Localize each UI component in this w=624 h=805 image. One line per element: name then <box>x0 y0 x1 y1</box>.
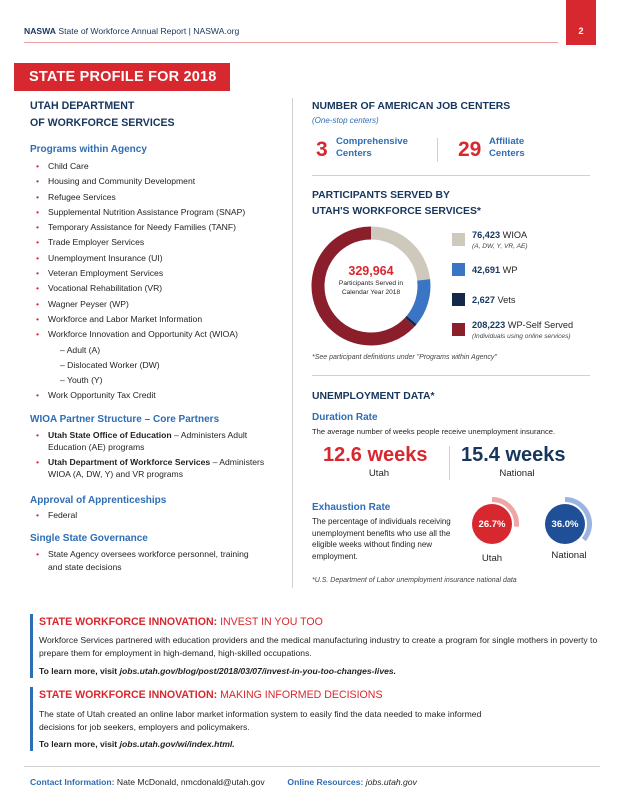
dept-title-line2: OF WORKFORCE SERVICES <box>30 117 175 129</box>
program-item: • Work Opportunity Tax Credit <box>30 388 285 403</box>
legend-label: WP <box>500 265 518 275</box>
program-item: • Child Care <box>30 159 285 174</box>
national-weeks-label: National <box>499 468 535 479</box>
legend-wp-self <box>472 320 573 330</box>
partner-desc: – Administers Adult Education (AE) programs <box>48 429 248 453</box>
national-exhaustion-rate: 36.0% <box>551 519 579 530</box>
unemployment-note: *U.S. Department of Labor unemployment insurance national data <box>312 577 517 584</box>
affiliate-label <box>489 136 525 160</box>
legend-swatch-vets <box>452 293 465 306</box>
utah-exhaustion-label: Utah <box>481 553 503 564</box>
partner-heading: WIOA Partner Structure – Core Partners <box>30 413 220 425</box>
legend-wioa-sub: (A, DW, Y, VR, AE) <box>472 243 528 250</box>
resources-label: Online Resources: <box>287 777 364 787</box>
innovation1-link-label: To learn more, visit <box>39 666 120 676</box>
governance-item: • State Agency oversees workforce personnel, training and state decisions <box>30 548 265 573</box>
participants-total-label1: Participants Served in <box>338 280 404 287</box>
unemployment-heading: UNEMPLOYMENT DATA* <box>312 391 435 402</box>
innovation1-link[interactable]: jobs.utah.gov/blog/post/2018/03/07/invest-in-you-too-changes-lives. <box>119 666 397 676</box>
program-item: • Wagner Peyser (WP) <box>30 297 285 312</box>
apprentice-item: • Federal <box>30 508 285 523</box>
weeks-divider <box>449 446 450 480</box>
innovation2-title-rest: MAKING INFORMED DECISIONS <box>217 689 383 701</box>
duration-heading: Duration Rate <box>312 412 378 423</box>
innovation1-title-rest: INVEST IN YOU TOO <box>217 616 323 628</box>
program-item: • Trade Employer Services <box>30 235 285 250</box>
innovation1-title <box>39 616 323 628</box>
wioa-sub-item: – Youth (Y) <box>60 375 103 386</box>
comprehensive-label-line2: Centers <box>336 148 372 159</box>
report-header <box>24 26 239 36</box>
legend-swatch-wioa <box>452 233 465 246</box>
partner-item <box>30 429 285 454</box>
innovation-accent-bar <box>30 687 33 751</box>
legend-swatch-wp <box>452 263 465 276</box>
legend-vets <box>472 295 515 305</box>
innovation-accent-bar <box>30 614 33 678</box>
header-title: State of Workforce Annual Report | NASWA.org <box>56 26 240 36</box>
innovation1-link-line <box>39 666 396 676</box>
partner-name: Utah State Office of Education <box>48 429 172 440</box>
legend-swatch-wp-self <box>452 323 465 336</box>
program-item: • Vocational Rehabilitation (VR) <box>30 281 285 296</box>
comprehensive-label <box>336 136 408 160</box>
contact-value[interactable]: Nate McDonald, nmcdonald@utah.gov <box>114 777 265 787</box>
participants-heading-line1: PARTICIPANTS SERVED BY <box>312 190 450 201</box>
legend-label: WP-Self Served <box>505 320 574 330</box>
partner-item <box>30 456 285 481</box>
partner-name: Utah Department of Workforce Services <box>48 456 211 467</box>
page-number: 2 <box>566 0 596 45</box>
innovation2-body: The state of Utah created an online labor market information system to easily find the data needed to make informed decisions for job seekers, employers and policymakers. <box>39 709 482 732</box>
legend-wp <box>472 265 517 275</box>
left-column <box>30 98 285 573</box>
legend-value: 208,223 <box>472 320 506 330</box>
participants-heading-line2: UTAH'S WORKFORCE SERVICES* <box>312 206 481 217</box>
footer <box>30 777 417 787</box>
participants-note: *See participant definitions under "Programs within Agency" <box>312 354 497 361</box>
participants-total-label2: Calendar Year 2018 <box>341 289 401 296</box>
national-exhaustion-label: National <box>551 550 587 561</box>
program-item: • Workforce and Labor Market Information <box>30 312 285 327</box>
contact-label: Contact Information: <box>30 777 115 787</box>
legend-value: 76,423 <box>472 230 501 240</box>
affiliate-label-line1: Affiliate <box>489 136 525 147</box>
apprentice-heading: Approval of Apprenticeships <box>30 494 167 506</box>
program-item: • Workforce Innovation and Opportunity Act (WIOA) <box>30 327 285 342</box>
innovation1-title-bold: STATE WORKFORCE INNOVATION: <box>39 616 218 628</box>
comprehensive-label-line1: Comprehensive <box>336 136 408 147</box>
program-item: • Supplemental Nutrition Assistance Program (SNAP) <box>30 205 285 220</box>
section-divider <box>312 375 590 376</box>
resources-value[interactable]: jobs.utah.gov <box>363 777 417 787</box>
innovation2-link[interactable]: jobs.utah.gov/wi/index.html. <box>119 739 235 749</box>
job-centers-subheading: (One-stop centers) <box>312 116 379 125</box>
comprehensive-count: 3 <box>316 138 328 161</box>
affiliate-count: 29 <box>458 138 482 161</box>
donut-center-label <box>318 264 424 297</box>
participants-total: 329,964 <box>348 264 394 278</box>
innovation2-title-bold: STATE WORKFORCE INNOVATION: <box>39 689 218 701</box>
utah-weeks-label: Utah <box>368 468 390 479</box>
national-weeks: 15.4 weeks <box>461 444 566 466</box>
wioa-sub-item: – Dislocated Worker (DW) <box>60 359 160 370</box>
governance-heading: Single State Governance <box>30 533 148 545</box>
dept-title-line1: UTAH DEPARTMENT <box>30 100 135 112</box>
innovation2-title <box>39 689 383 701</box>
program-item: • Housing and Community Development <box>30 174 285 189</box>
legend-label: Vets <box>495 295 516 305</box>
footer-divider <box>24 766 600 767</box>
column-divider <box>292 98 293 588</box>
legend-value: 42,691 <box>472 265 501 275</box>
section-divider <box>312 175 590 176</box>
centers-divider <box>437 138 438 162</box>
affiliate-label-line2: Centers <box>489 148 525 159</box>
legend-wioa <box>472 230 527 240</box>
utah-exhaustion-rate: 26.7% <box>478 519 506 530</box>
utah-weeks: 12.6 weeks <box>323 444 428 466</box>
innovation2-link-label: To learn more, visit <box>39 739 120 749</box>
duration-desc: The average number of weeks people receive unemployment insurance. <box>312 427 556 436</box>
donut-slice-vets <box>410 320 412 322</box>
innovation2-link-line <box>39 739 235 749</box>
programs-heading: Programs within Agency <box>30 144 147 155</box>
job-centers-heading: NUMBER OF AMERICAN JOB CENTERS <box>312 101 511 112</box>
legend-value: 2,627 <box>472 295 495 305</box>
partner-desc: – Administers WIOA (A, DW, Y) and VR programs <box>48 456 265 480</box>
program-item: • Veteran Employment Services <box>30 266 285 281</box>
header-org: NASWA <box>24 26 56 36</box>
exhaustion-heading: Exhaustion Rate <box>312 502 391 513</box>
program-item: • Refugee Services <box>30 190 285 205</box>
program-item: • Unemployment Insurance (UI) <box>30 251 285 266</box>
programs-list <box>30 159 285 404</box>
innovation1-body: Workforce Services partnered with education providers and the medical manufacturing industry to create a program for single mothers in poverty to prepare them for employment in high-demand, high-skilled occupations. <box>39 635 598 658</box>
exhaustion-desc: The percentage of individuals receiving unemployment benefits who use all the eligible weeks without finding new employment. <box>312 517 451 561</box>
legend-wp-self-sub: (Individuals using online services) <box>472 333 571 340</box>
header-divider <box>24 42 558 43</box>
state-profile-banner: STATE PROFILE FOR 2018 <box>14 63 230 91</box>
legend-label: WIOA <box>500 230 528 240</box>
program-item: • Temporary Assistance for Needy Families (TANF) <box>30 220 285 235</box>
wioa-sub-item: – Adult (A) <box>60 344 101 355</box>
